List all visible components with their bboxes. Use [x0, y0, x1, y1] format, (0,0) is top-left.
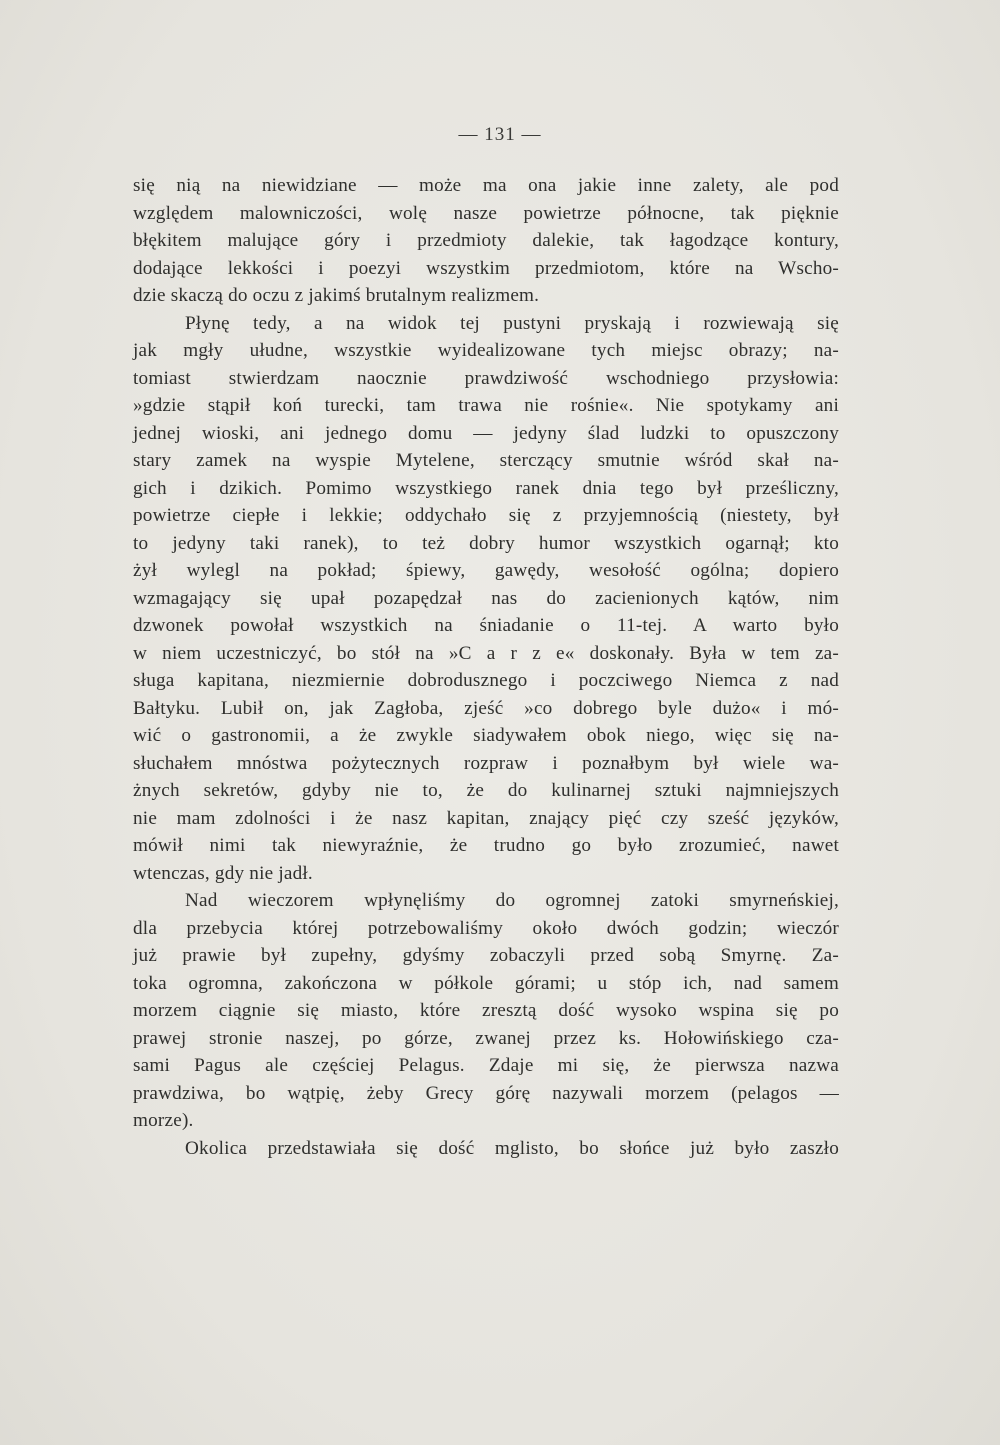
text-line: stary zamek na wyspie Mytelene, sterczący smutnie wśród skał na- — [133, 450, 839, 471]
text-line: dla przebycia której potrzebowaliśmy około dwóch godzin; wieczór — [133, 917, 839, 939]
text-line: słuchałem mnóstwa pożytecznych rozpraw i poznałbym był wiele wa- — [133, 752, 839, 774]
text-line: toka ogromna, zakończona w półkole górami; u stóp ich, nad samem — [133, 972, 839, 994]
text-line: wić o gastronomii, a że zwykle siadywałem obok niego, więc się na- — [133, 725, 839, 746]
text-line: błękitem malujące góry i przedmioty dalekie, tak łagodzące kontury, — [133, 230, 839, 251]
text-line: wzmagający się upał pozapędzał nas do zacienionych kątów, nim — [133, 587, 839, 609]
text-line: dzie skaczą do oczu z jakimś brutalnym realizmem. — [133, 285, 540, 306]
text-line: względem malowniczości, wolę nasze powietrze północne, tak pięknie — [133, 202, 839, 224]
text-line: morzem ciągnie się miasto, które zresztą dość wysoko wspina się po — [133, 1000, 839, 1021]
text-line: żnych sekretów, gdyby nie to, że do kulinarnej sztuki najmniejszych — [133, 780, 839, 801]
text-line: mówił nimi tak niewyraźnie, że trudno go było zrozumieć, nawet — [133, 835, 839, 856]
paragraph-start-line: Okolica przedstawiała się dość mglisto, bo słońce już było zaszło — [185, 1137, 839, 1159]
text-line: prawdziwa, bo wątpię, żeby Grecy górę nazywali morzem (pelagos — — [133, 1082, 839, 1104]
text-line: sługa kapitana, niezmiernie dobrodusznego i poczciwego Niemca z nad — [133, 670, 839, 691]
text-line: »gdzie stąpił koń turecki, tam trawa nie rośnie«. Nie spotykamy ani — [133, 395, 839, 416]
text-line: Bałtyku. Lubił on, jak Zagłoba, zjeść »co dobrego byle dużo« i mó- — [133, 697, 839, 719]
text-line: się nią na niewidziane — może ma ona jakie inne zalety, ale pod — [133, 175, 839, 196]
text-line: wtenczas, gdy nie jadł. — [133, 862, 313, 884]
body-text — [133, 172, 839, 1162]
text-line: morze). — [133, 1110, 194, 1131]
text-line: gich i dzikich. Pomimo wszystkiego ranek dnia tego był prześliczny, — [133, 477, 839, 499]
text-line: prawej stronie naszej, po górze, zwanej przez ks. Hołowińskiego cza- — [133, 1027, 839, 1049]
text-line: tomiast stwierdzam naocznie prawdziwość wschodniego przysłowia: — [133, 367, 839, 389]
text-line: sami Pagus ale częściej Pelagus. Zdaje mi się, że pierwsza nazwa — [133, 1055, 839, 1076]
text-line: żył wylegl na pokład; śpiewy, gawędy, wesołość ogólna; dopiero — [133, 560, 839, 581]
text-line: powietrze ciepłe i lekkie; oddychało się z przyjemnością (niestety, był — [133, 505, 839, 526]
paragraph-start-line: Płynę tedy, a na widok tej pustyni pryskają i rozwiewają się — [185, 312, 839, 334]
text-line: jak mgły ułudne, wszystkie wyidealizowane tych miejsc obrazy; na- — [133, 340, 839, 361]
paragraph-start-line: Nad wieczorem wpłynęliśmy do ogromnej zatoki smyrneńskiej, — [185, 890, 839, 911]
text-line: jednej wioski, ani jednego domu — jedyny ślad ludzki to opuszczony — [133, 422, 839, 444]
text-line: dodające lekkości i poezyi wszystkim przedmiotom, które na Wscho- — [133, 257, 839, 279]
text-line: dzwonek powołał wszystkich na śniadanie o 11-tej. A warto było — [133, 615, 839, 636]
page-number: — 131 — — [458, 124, 542, 145]
text-line: już prawie był zupełny, gdyśmy zobaczyli przed sobą Smyrnę. Za- — [133, 945, 839, 966]
text-line: w niem uczestniczyć, bo stół na »C a r z e« doskonały. Była w tem za- — [133, 642, 839, 664]
text-line: nie mam zdolności i że nasz kapitan, znający pięć czy sześć języków, — [133, 807, 839, 829]
text-line: to jedyny taki ranek), to też dobry humor wszystkich ogarnął; kto — [133, 532, 839, 554]
